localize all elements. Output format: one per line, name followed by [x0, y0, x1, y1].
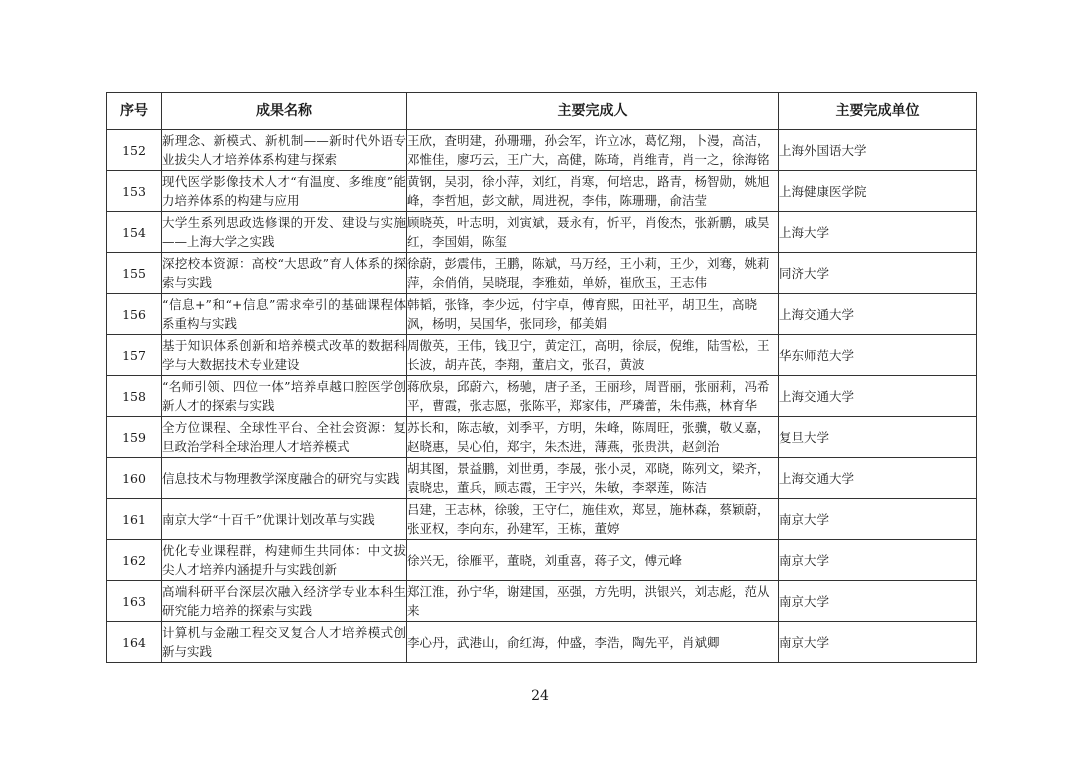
achievement-name-cell: 现代医学影像技术人才“有温度、多维度”能力培养体系的构建与应用 — [162, 171, 407, 212]
contributors-cell: 徐蔚，彭震伟，王鹏，陈斌，马万经，王小莉，王少，刘骞，姚莉萍，余俏俏，吴晓琨，李雅茹，单娇，崔欣玉，王志伟 — [407, 253, 779, 294]
header-serial-number: 序号 — [107, 93, 162, 130]
contributors-cell: 周傲英，王伟，钱卫宁，黄定江，高明，徐辰，倪维，陆雪松，王长波，胡卉芪，李翔，董启文，张召，黄波 — [407, 335, 779, 376]
table-row — [107, 294, 977, 335]
table-row — [107, 376, 977, 417]
contributors-cell: 徐兴无，徐雁平，董晓，刘重喜，蒋子文，傅元峰 — [407, 540, 779, 581]
achievement-name-cell: 计算机与金融工程交叉复合人才培养模式创新与实践 — [162, 622, 407, 663]
contributors-cell: 王欣，査明建，孙珊珊，孙会军，许立冰，葛忆翔，卜漫，高洁，邓惟佳，廖巧云，王广大，高健，陈琦，肖维青，肖一之，徐海铭 — [407, 130, 779, 171]
page-number: 24 — [531, 688, 549, 704]
institution-cell: 上海外国语大学 — [779, 130, 977, 171]
achievement-name-cell: 新理念、新模式、新机制——新时代外语专业拔尖人才培养体系构建与探索 — [162, 130, 407, 171]
table-row — [107, 581, 977, 622]
institution-cell: 上海健康医学院 — [779, 171, 977, 212]
achievement-name-cell: 南京大学“十百千”优课计划改革与实践 — [162, 499, 407, 540]
serial-number-cell: 163 — [107, 581, 162, 622]
institution-cell: 同济大学 — [779, 253, 977, 294]
contributors-cell: 黄钢，吴羽，徐小萍，刘红，肖寒，何培忠，路青，杨智勋，姚旭峰，李哲旭，彭文献，周进祝，李伟，陈珊珊，俞洁莹 — [407, 171, 779, 212]
serial-number-cell: 158 — [107, 376, 162, 417]
serial-number-cell: 161 — [107, 499, 162, 540]
contributors-cell: 李心丹，武港山，俞红海，仲盛，李浩，陶先平，肖斌卿 — [407, 622, 779, 663]
contributors-cell: 吕建，王志林，徐骏，王守仁，施佳欢，郑昱，施林森，蔡颖蔚，张亚权，李向东，孙建军，王栋，董婷 — [407, 499, 779, 540]
institution-cell: 复旦大学 — [779, 417, 977, 458]
serial-number-cell: 159 — [107, 417, 162, 458]
table-row — [107, 253, 977, 294]
serial-number-cell: 162 — [107, 540, 162, 581]
table-row — [107, 499, 977, 540]
serial-number-cell: 154 — [107, 212, 162, 253]
serial-number-cell: 153 — [107, 171, 162, 212]
institution-cell: 南京大学 — [779, 622, 977, 663]
institution-cell: 南京大学 — [779, 499, 977, 540]
contributors-cell: 韩韬，张锋，李少远，付宇卓，傅育熙，田社平，胡卫生，高晓沨，杨明，吴国华，张同珍，郁美娟 — [407, 294, 779, 335]
institution-cell: 上海交通大学 — [779, 294, 977, 335]
achievement-name-cell: 高端科研平台深层次融入经济学专业本科生研究能力培养的探索与实践 — [162, 581, 407, 622]
contributors-cell: 顾晓英，叶志明，刘寅斌，聂永有，忻平，肖俊杰，张新鹏，戚昊红，李国娟，陈玺 — [407, 212, 779, 253]
serial-number-cell: 156 — [107, 294, 162, 335]
contributors-cell: 郑江淮，孙宁华，谢建国，巫强，方先明，洪银兴，刘志彪，范从来 — [407, 581, 779, 622]
table-row — [107, 622, 977, 663]
serial-number-cell: 152 — [107, 130, 162, 171]
institution-cell: 华东师范大学 — [779, 335, 977, 376]
serial-number-cell: 164 — [107, 622, 162, 663]
institution-cell: 南京大学 — [779, 540, 977, 581]
table-row — [107, 130, 977, 171]
table-row — [107, 212, 977, 253]
achievement-name-cell: 基于知识体系创新和培养模式改革的数据科学与大数据技术专业建设 — [162, 335, 407, 376]
institution-cell: 南京大学 — [779, 581, 977, 622]
institution-cell: 上海交通大学 — [779, 376, 977, 417]
achievement-name-cell: 全方位课程、全球性平台、全社会资源：复旦政治学科全球治理人才培养模式 — [162, 417, 407, 458]
achievement-name-cell: 大学生系列思政选修课的开发、建设与实施——上海大学之实践 — [162, 212, 407, 253]
table-row — [107, 417, 977, 458]
institution-cell: 上海交通大学 — [779, 458, 977, 499]
achievement-name-cell: 信息技术与物理教学深度融合的研究与实践 — [162, 458, 407, 499]
achievement-name-cell: “信息+”和“+信息”需求牵引的基础课程体系重构与实践 — [162, 294, 407, 335]
serial-number-cell: 157 — [107, 335, 162, 376]
header-achievement-name: 成果名称 — [162, 93, 407, 130]
institution-cell: 上海大学 — [779, 212, 977, 253]
contributors-cell: 胡其图，景益鹏，刘世勇，李晟，张小灵，邓晓，陈列文，梁齐，袁晓忠，董兵，顾志霞，王宇兴，朱敏，李翠莲，陈洁 — [407, 458, 779, 499]
serial-number-cell: 155 — [107, 253, 162, 294]
table-row — [107, 335, 977, 376]
achievement-name-cell: 深挖校本资源：高校“大思政”育人体系的探索与实践 — [162, 253, 407, 294]
contributors-cell: 苏长和，陈志敏，刘季平，方明，朱峰，陈周旺，张骥，敬乂嘉，赵晓惠，吴心伯，郑宇，朱杰进，薄燕，张贵洪，赵剑治 — [407, 417, 779, 458]
table-row — [107, 171, 977, 212]
contributors-cell: 蒋欣泉，邱蔚六，杨驰，唐子圣，王丽珍，周晋丽，张丽莉，冯希平，曹霞，张志愿，张陈平，郑家伟，严璘蕾，朱伟燕，林育华 — [407, 376, 779, 417]
table-row — [107, 458, 977, 499]
serial-number-cell: 160 — [107, 458, 162, 499]
table-header-row — [107, 93, 977, 130]
table-body — [107, 130, 977, 663]
achievement-name-cell: 优化专业课程群，构建师生共同体：中文拔尖人才培养内涵提升与实践创新 — [162, 540, 407, 581]
achievement-name-cell: “名师引领、四位一体”培养卓越口腔医学创新人才的探索与实践 — [162, 376, 407, 417]
table-row — [107, 540, 977, 581]
header-main-contributors: 主要完成人 — [407, 93, 779, 130]
header-main-institution: 主要完成单位 — [779, 93, 977, 130]
achievements-table — [106, 92, 977, 663]
